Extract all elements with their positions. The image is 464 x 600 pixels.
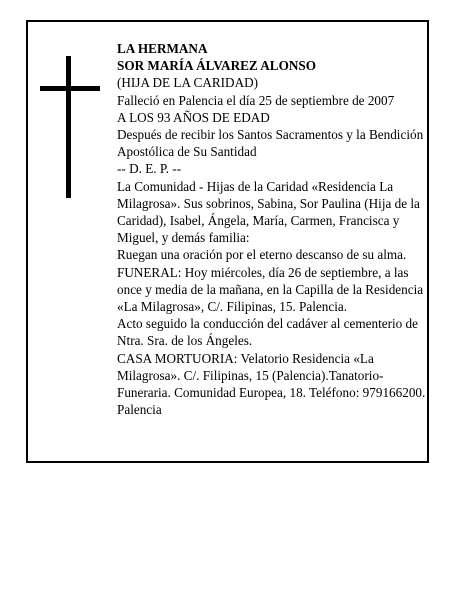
mortuary-paragraph: CASA MORTUORIA: Velatorio Residencia «La Milagrosa». C/. Filipinas, 15 (Palencia).Tanatorio-Funeraria. Comunidad Europea, 18. Teléfono: 979166200. Palencia (117, 350, 426, 418)
death-date-line: Falleció en Palencia el día 25 de septiembre de 2007 (117, 92, 395, 108)
prayer-request-line: Ruegan una oración por el eterno descanso de su alma. (117, 247, 407, 263)
funeral-paragraph: FUNERAL: Hoy miércoles, día 26 de septiembre, a las once y media de la mañana, en la Capilla de la Residencia «La Milagrosa», C/. Filipinas, 15. Palencia. (117, 264, 424, 315)
congregation-line: (HIJA DE LA CARIDAD) (117, 75, 259, 91)
age-line: A LOS 93 AÑOS DE EDAD (117, 109, 270, 125)
title-line: LA HERMANA (117, 41, 208, 56)
obituary-text (117, 40, 427, 418)
latin-cross-icon (40, 56, 100, 198)
mourners-paragraph: La Comunidad - Hijas de la Caridad «Residencia La Milagrosa». Sus sobrinos, Sabina, Sor Paulina (Hija de la Caridad), Isabel, Ángela, María, Carmen, Francisca y Miguel, y demás familia: (117, 178, 420, 246)
cross-horizontal-bar (40, 86, 100, 91)
deceased-name: SOR MARÍA ÁLVAREZ ALONSO (117, 58, 316, 74)
rip-line: -- D. E. P. -- (117, 161, 182, 177)
cross-vertical-bar (66, 56, 71, 198)
sacraments-line: Después de recibir los Santos Sacramentos y la Bendición Apostólica de Su Santidad (117, 127, 424, 160)
burial-paragraph: Acto seguido la conducción del cadáver al cementerio de Ntra. Sra. de los Ángeles. (117, 316, 418, 349)
obituary-frame (26, 20, 429, 463)
